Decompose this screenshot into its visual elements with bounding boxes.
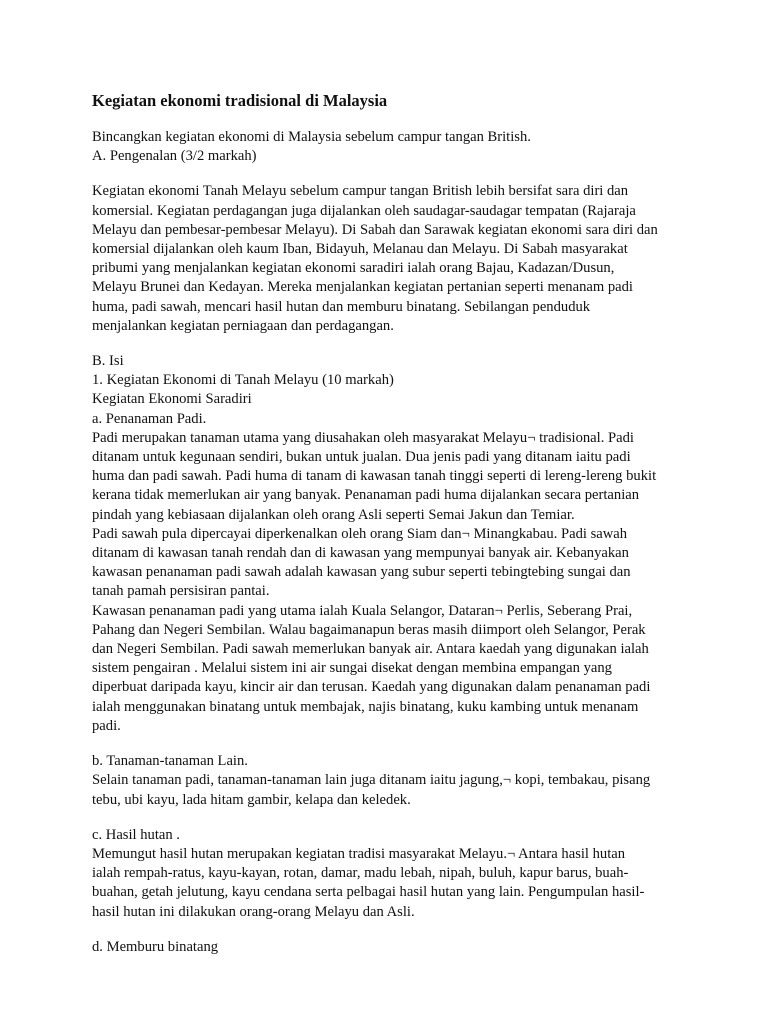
text-line: Memungut hasil hutan merupakan kegiatan tradisi masyarakat Melayu.¬ Antara hasil hutan (92, 845, 626, 862)
text-line: buahan, getah jelutung, kayu cendana serta pelbagai hasil hutan yang lain. Pengumpulan hasil- (92, 884, 645, 901)
text-line: hasil hutan ini dilakukan orang-orang Melayu dan Asli. (92, 903, 415, 920)
text-line: Padi merupakan tanaman utama yang diusahakan oleh masyarakat Melayu¬ tradisional. Padi (92, 429, 634, 446)
paragraph-gap (92, 166, 702, 182)
text-line: komersial dijalankan oleh kaum Iban, Bidayuh, Melanau dan Melayu. Di Sabah masyarakat (92, 241, 628, 258)
text-line: padi. (92, 717, 121, 734)
text-line: Kegiatan Ekonomi Saradiri (92, 391, 252, 408)
text-line: Pahang dan Negeri Sembilan. Walau bagaimanapun beras masih diimport oleh Selangor, Perak (92, 621, 646, 638)
text-line: ialah menggunakan binatang untuk membajak, najis binatang, kuku kambing untuk menanam (92, 698, 639, 715)
text-line: tanah pamah persisiran pantai. (92, 583, 270, 600)
paragraph-gap (92, 736, 702, 752)
text-line: Kegiatan ekonomi Tanah Melayu sebelum campur tangan British lebih bersifat sara diri dan (92, 183, 629, 200)
text-line: c. Hasil hutan . (92, 826, 180, 843)
paragraph (92, 352, 702, 736)
text-line: b. Tanaman-tanaman Lain. (92, 753, 248, 770)
text-line: huma dan padi sawah. Padi huma di tanam di kawasan tanah tinggi seperti di lereng-lereng bukit (92, 468, 657, 485)
document-page (92, 90, 702, 957)
text-line: Kawasan penanaman padi yang utama ialah Kuala Selangor, Dataran¬ Perlis, Seberang Prai, (92, 602, 633, 619)
text-line: diperbuat daripada kayu, kincir air dan terusan. Kaedah yang digunakan dalam penanaman padi (92, 679, 651, 696)
paragraph-gap (92, 922, 702, 938)
paragraph (92, 826, 702, 922)
text-line: 1. Kegiatan Ekonomi di Tanah Melayu (10 markah) (92, 372, 394, 389)
text-line: Melayu Brunei dan Kedayan. Mereka menjalankan kegiatan pertanian seperti menanam padi (92, 279, 633, 296)
document-title: Kegiatan ekonomi tradisional di Malaysia (92, 91, 388, 110)
paragraph (92, 182, 702, 336)
text-line: Melayu dan pembesar-pembesar Melayu). Di Sabah dan Sarawak kegiatan ekonomi sara diri dan (92, 221, 658, 238)
text-line: d. Memburu binatang (92, 938, 219, 955)
text-line: huma, padi sawah, mencari hasil hutan dan memburu binatang. Sebilangan penduduk (92, 298, 591, 315)
text-line: Padi sawah pula dipercayai diperkenalkan oleh orang Siam dan¬ Minangkabau. Padi sawah (92, 525, 628, 542)
text-line: komersial. Kegiatan perdagangan juga dijalankan oleh saudagar-saudagar tempatan (Rajaraja (92, 202, 636, 219)
paragraph (92, 128, 702, 166)
text-line: sistem pengairan . Melalui sistem ini air sungai disekat dengan membina empangan yang (92, 660, 612, 677)
text-line: ditanam di kawasan tanah rendah dan di kawasan yang mempunyai banyak air. Kebanyakan (92, 545, 629, 562)
text-line: pindah yang kebiasaan dijalankan oleh orang Asli seperti Semai Jakun dan Temiar. (92, 506, 575, 523)
paragraph (92, 752, 702, 810)
text-line: kerana tidak memerlukan air yang banyak. Penanaman padi huma dijalankan secara pertanian (92, 487, 640, 504)
paragraph-gap (92, 336, 702, 352)
text-line: Selain tanaman padi, tanaman-tanaman lain juga ditanam iaitu jagung,¬ kopi, tembakau, pisang (92, 772, 651, 789)
paragraph (92, 938, 702, 957)
text-line: dan Negeri Sembilan. Padi sawah memerlukan banyak air. Antara kaedah yang digunakan ialah (92, 641, 649, 658)
paragraph-gap (92, 810, 702, 826)
text-line: ditanam untuk kegunaan sendiri, bukan untuk jualan. Dua jenis padi yang ditanam iaitu padi (92, 449, 631, 466)
text-line: menjalankan kegiatan perniagaan dan perdagangan. (92, 317, 394, 334)
text-line: tebu, ubi kayu, lada hitam gambir, kelapa dan keledek. (92, 791, 411, 808)
text-line: a. Penanaman Padi. (92, 410, 207, 427)
text-line: B. Isi (92, 353, 124, 370)
text-line: pribumi yang menjalankan kegiatan ekonomi saradiri ialah orang Bajau, Kadazan/Dusun, (92, 260, 615, 277)
text-line: A. Pengenalan (3/2 markah) (92, 148, 257, 165)
document-body (92, 128, 702, 957)
text-line: Bincangkan kegiatan ekonomi di Malaysia sebelum campur tangan British. (92, 129, 531, 145)
text-line: kawasan penanaman padi sawah adalah kawasan yang subur seperti tebingtebing sungai dan (92, 564, 631, 581)
text-line: ialah rempah-ratus, kayu-kayan, rotan, damar, madu lebah, nipah, buluh, kapur barus, buah- (92, 865, 629, 882)
